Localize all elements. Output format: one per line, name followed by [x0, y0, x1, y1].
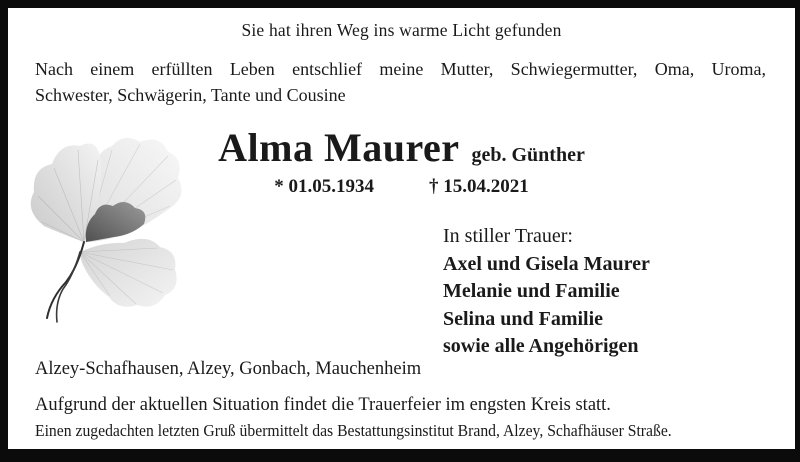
deceased-name-row [8, 124, 795, 171]
mourning-block [443, 223, 650, 361]
intro-line-1: Nach einem erfüllten Leben entschlief meine Mutter, Schwiegermutter, Oma, Uroma, [35, 59, 766, 79]
funeral-note: Aufgrund der aktuellen Situation findet die Trauerfeier im engsten Kreis statt. [35, 395, 611, 415]
intro-paragraph [35, 56, 766, 108]
mourning-heading: In stiller Trauer: [443, 225, 573, 247]
epitaph-line: Sie hat ihren Weg ins warme Licht gefunden [241, 20, 562, 40]
mourner-line: sowie alle Angehörigen [443, 335, 639, 357]
birth-date: * 01.05.1934 [274, 176, 374, 197]
funeral-home-note: Einen zugedachten letzten Gruß übermittelt das Bestattungsinstitut Brand, Alzey, Schafhäuser Straße. [35, 421, 672, 440]
death-date: † 15.04.2021 [429, 176, 529, 197]
deceased-name: Alma Maurer [218, 125, 460, 170]
mourner-line: Axel und Gisela Maurer [443, 252, 650, 275]
maiden-name: geb. Günther [471, 144, 585, 166]
places-line: Alzey-Schafhausen, Alzey, Gonbach, Mauchenheim [35, 359, 422, 379]
life-dates [8, 176, 795, 198]
intro-line-2: Schwester, Schwägerin, Tante und Cousine [35, 85, 346, 105]
mourner-line: Selina und Familie [443, 307, 604, 330]
mourner-line: Melanie und Familie [443, 280, 620, 302]
